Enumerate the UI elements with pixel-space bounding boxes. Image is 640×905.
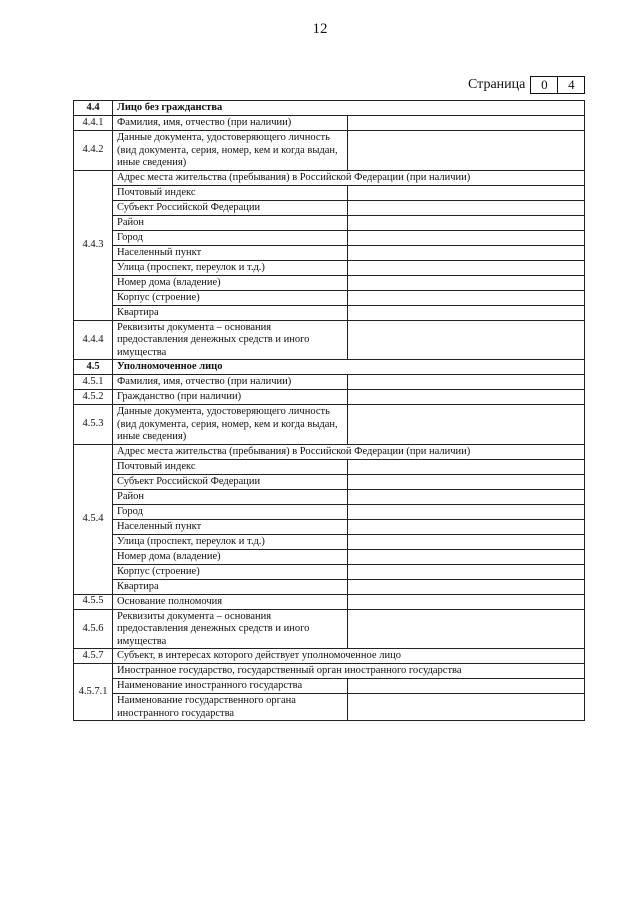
field-value-cell[interactable] (348, 375, 585, 390)
field-row (74, 320, 585, 360)
group-number: 4.4.3 (74, 170, 113, 320)
field-value-cell[interactable] (348, 275, 585, 290)
field-value-cell[interactable] (348, 549, 585, 564)
group-item-row (74, 579, 585, 594)
form-table (73, 100, 585, 721)
field-number: 4.4.2 (74, 131, 113, 171)
field-value-cell[interactable] (348, 200, 585, 215)
field-value-cell[interactable] (348, 564, 585, 579)
field-value-cell[interactable] (348, 694, 585, 721)
field-value-cell[interactable] (348, 594, 585, 609)
field-value-cell[interactable] (348, 459, 585, 474)
section-row (74, 101, 585, 116)
field-label: Корпус (строение) (113, 290, 348, 305)
field-label: Субъект, в интересах которого действует уполномоченное лицо (113, 649, 585, 664)
field-value-cell[interactable] (348, 290, 585, 305)
field-label: Квартира (113, 305, 348, 320)
page-number: 12 (312, 21, 328, 37)
group-item-row (74, 245, 585, 260)
field-value-cell[interactable] (348, 405, 585, 445)
field-value-cell[interactable] (348, 131, 585, 171)
group-item-row (74, 290, 585, 305)
field-number: 4.5.6 (74, 609, 113, 649)
group-item-row (74, 200, 585, 215)
field-row (74, 405, 585, 445)
field-value-cell[interactable] (348, 609, 585, 649)
group-header-row (74, 664, 585, 679)
field-number: 4.5.7 (74, 649, 113, 664)
field-value-cell[interactable] (348, 534, 585, 549)
section-row (74, 360, 585, 375)
field-label: Город (113, 504, 348, 519)
field-label: Наименование государственного органа иностранного государства (113, 694, 348, 721)
field-label: Номер дома (владение) (113, 275, 348, 290)
field-value-cell[interactable] (348, 185, 585, 200)
group-item-row (74, 474, 585, 489)
section-number: 4.4 (74, 101, 113, 116)
group-item-row (74, 459, 585, 474)
group-item-row (74, 275, 585, 290)
field-label: Почтовый индекс (113, 185, 348, 200)
field-label: Улица (проспект, переулок и т.д.) (113, 534, 348, 549)
field-value-cell[interactable] (348, 519, 585, 534)
field-value-cell[interactable] (348, 504, 585, 519)
field-label: Улица (проспект, переулок и т.д.) (113, 260, 348, 275)
group-item-row (74, 230, 585, 245)
field-row (74, 116, 585, 131)
field-value-cell[interactable] (348, 320, 585, 360)
field-label: Населенный пункт (113, 245, 348, 260)
group-header: Иностранное государство, государственный орган иностранного государства (113, 664, 585, 679)
section-number: 4.5 (74, 360, 113, 375)
field-number: 4.5.1 (74, 375, 113, 390)
field-value-cell[interactable] (348, 245, 585, 260)
field-number: 4.4.4 (74, 320, 113, 360)
group-item-row (74, 694, 585, 721)
field-value-cell[interactable] (348, 305, 585, 320)
group-item-row (74, 185, 585, 200)
field-value-cell[interactable] (348, 474, 585, 489)
field-label: Почтовый индекс (113, 459, 348, 474)
field-label: Номер дома (владение) (113, 549, 348, 564)
field-row (74, 375, 585, 390)
field-label: Основание полномочия (113, 594, 348, 609)
field-row (74, 649, 585, 664)
group-number: 4.5.4 (74, 444, 113, 594)
page-digit-box[interactable]: 0 (530, 76, 558, 94)
field-value-cell[interactable] (348, 260, 585, 275)
field-number: 4.5.2 (74, 390, 113, 405)
group-item-row (74, 305, 585, 320)
field-label: Субъект Российской Федерации (113, 200, 348, 215)
field-label: Реквизиты документа – основания предоставления денежных средств и иного имущества (113, 320, 348, 360)
field-value-cell[interactable] (348, 230, 585, 245)
field-label: Наименование иностранного государства (113, 679, 348, 694)
field-label: Гражданство (при наличии) (113, 390, 348, 405)
group-item-row (74, 215, 585, 230)
field-row (74, 390, 585, 405)
field-value-cell[interactable] (348, 390, 585, 405)
field-row (74, 609, 585, 649)
field-label: Субъект Российской Федерации (113, 474, 348, 489)
field-label: Данные документа, удостоверяющего личность (вид документа, серия, номер, кем и когда выдан, иные сведения) (113, 131, 348, 171)
field-label: Район (113, 215, 348, 230)
field-row (74, 594, 585, 609)
group-item-row (74, 679, 585, 694)
section-title: Лицо без гражданства (113, 101, 585, 116)
field-label: Фамилия, имя, отчество (при наличии) (113, 116, 348, 131)
page-indicator (468, 76, 585, 94)
page-digit-box[interactable]: 4 (557, 76, 585, 94)
section-title: Уполномоченное лицо (113, 360, 585, 375)
group-item-row (74, 549, 585, 564)
field-value-cell[interactable] (348, 679, 585, 694)
group-header: Адрес места жительства (пребывания) в Российской Федерации (при наличии) (113, 170, 585, 185)
field-label: Фамилия, имя, отчество (при наличии) (113, 375, 348, 390)
field-label: Квартира (113, 579, 348, 594)
field-value-cell[interactable] (348, 116, 585, 131)
group-item-row (74, 489, 585, 504)
group-number: 4.5.7.1 (74, 664, 113, 721)
group-item-row (74, 504, 585, 519)
field-label: Город (113, 230, 348, 245)
group-header: Адрес места жительства (пребывания) в Российской Федерации (при наличии) (113, 444, 585, 459)
field-value-cell[interactable] (348, 579, 585, 594)
group-header-row (74, 170, 585, 185)
field-number: 4.5.5 (74, 594, 113, 609)
page-indicator-label: Страница (468, 77, 526, 92)
field-row (74, 131, 585, 171)
group-item-row (74, 534, 585, 549)
field-label: Реквизиты документа – основания предоставления денежных средств и иного имущества (113, 609, 348, 649)
field-label: Район (113, 489, 348, 504)
field-number: 4.5.3 (74, 405, 113, 445)
field-label: Населенный пункт (113, 519, 348, 534)
field-label: Корпус (строение) (113, 564, 348, 579)
group-item-row (74, 260, 585, 275)
field-number: 4.4.1 (74, 116, 113, 131)
field-label: Данные документа, удостоверяющего личность (вид документа, серия, номер, кем и когда выдан, иные сведения) (113, 405, 348, 445)
field-value-cell[interactable] (348, 489, 585, 504)
group-item-row (74, 519, 585, 534)
field-value-cell[interactable] (348, 215, 585, 230)
group-header-row (74, 444, 585, 459)
group-item-row (74, 564, 585, 579)
